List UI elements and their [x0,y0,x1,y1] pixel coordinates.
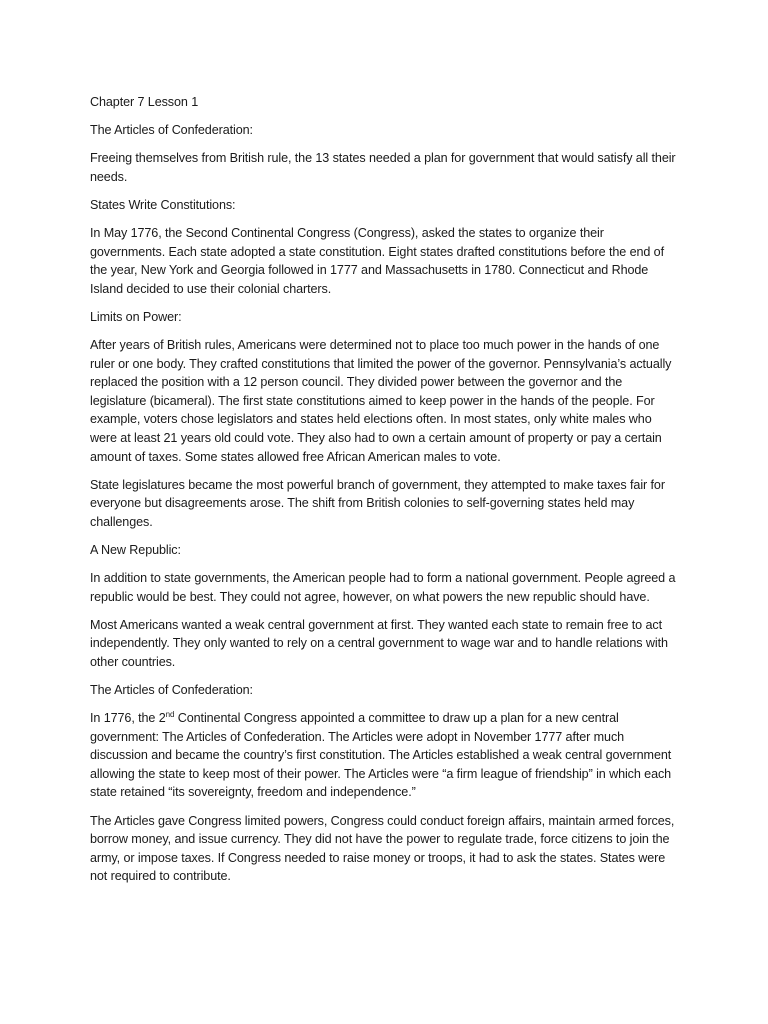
articles-heading: The Articles of Confederation: [90,682,253,697]
articles-paragraph-1-start: In 1776, the 2 [90,711,166,726]
articles-paragraph-1-rest: Continental Congress appointed a committee to draw up a plan for a new central government: The Articles of Confederation. The Articles were adopt in November 1777 after much discussion and became the country’s first constitution. The Articles established a weak central government allowing the state to keep most of their power. The Articles were “a firm league of friendship” in which each state retained “its sovereignty, freedom and independence.” [90,711,672,800]
new-republic-paragraph-1: In addition to state governments, the American people had to form a national government. People agreed a republic would be best. They could not agree, however, on what powers the new republic should have. [90,570,676,604]
states-constitutions-heading: States Write Constitutions: [90,197,236,212]
limits-on-power-paragraph-1: After years of British rules, Americans were determined not to place too much power in the hands of one ruler or one body. They crafted constitutions that limited the power of the governor. Pennsylvania’s actually replaced the position with a 12 person council. They divided power between the governor and the legislature (bicameral). The first state constitutions aimed to keep power in the hands of the people. For example, voters chose legislators and states held elections often. In most states, only white males who were at least 21 years old could vote. They also had to own a certain amount of property or pay a certain amount of taxes. Some states allowed free African American males to vote. [90,337,672,464]
new-republic-heading: A New Republic: [90,542,181,557]
limits-on-power-paragraph-2: State legislatures became the most powerful branch of government, they attempted to make taxes fair for everyone but disagreements arose. The shift from British colonies to self-governing states held may challenges. [90,477,665,529]
intro-paragraph: Freeing themselves from British rule, the 13 states needed a plan for government that would satisfy all their needs. [90,151,676,184]
new-republic-paragraph-2: Most Americans wanted a weak central government at first. They wanted each state to remain free to act independently. They only wanted to rely on a central government to wage war and to handle relations with other countries. [90,617,668,669]
articles-paragraph-2: The Articles gave Congress limited powers, Congress could conduct foreign affairs, maintain armed forces, borrow money, and issue currency. They did not have the power to regulate trade, force citizens to join the army, or impose taxes. If Congress needed to raise money or troops, it had to ask the states. States were not required to contribute. [90,813,675,884]
document-page [90,93,680,895]
ordinal-superscript: nd [165,709,175,719]
document-title: The Articles of Confederation: [90,123,253,138]
limits-on-power-heading: Limits on Power: [90,309,182,324]
states-constitutions-paragraph: In May 1776, the Second Continental Congress (Congress), asked the states to organize their governments. Each state adopted a state constitution. Eight states drafted constitutions before the end of the year, New York and Georgia followed in 1777 and Massachusetts in 1780. Connecticut and Rhode Island decided to use their colonial charters. [90,225,664,296]
articles-paragraph-1 [90,709,680,802]
chapter-label: Chapter 7 Lesson 1 [90,95,199,109]
